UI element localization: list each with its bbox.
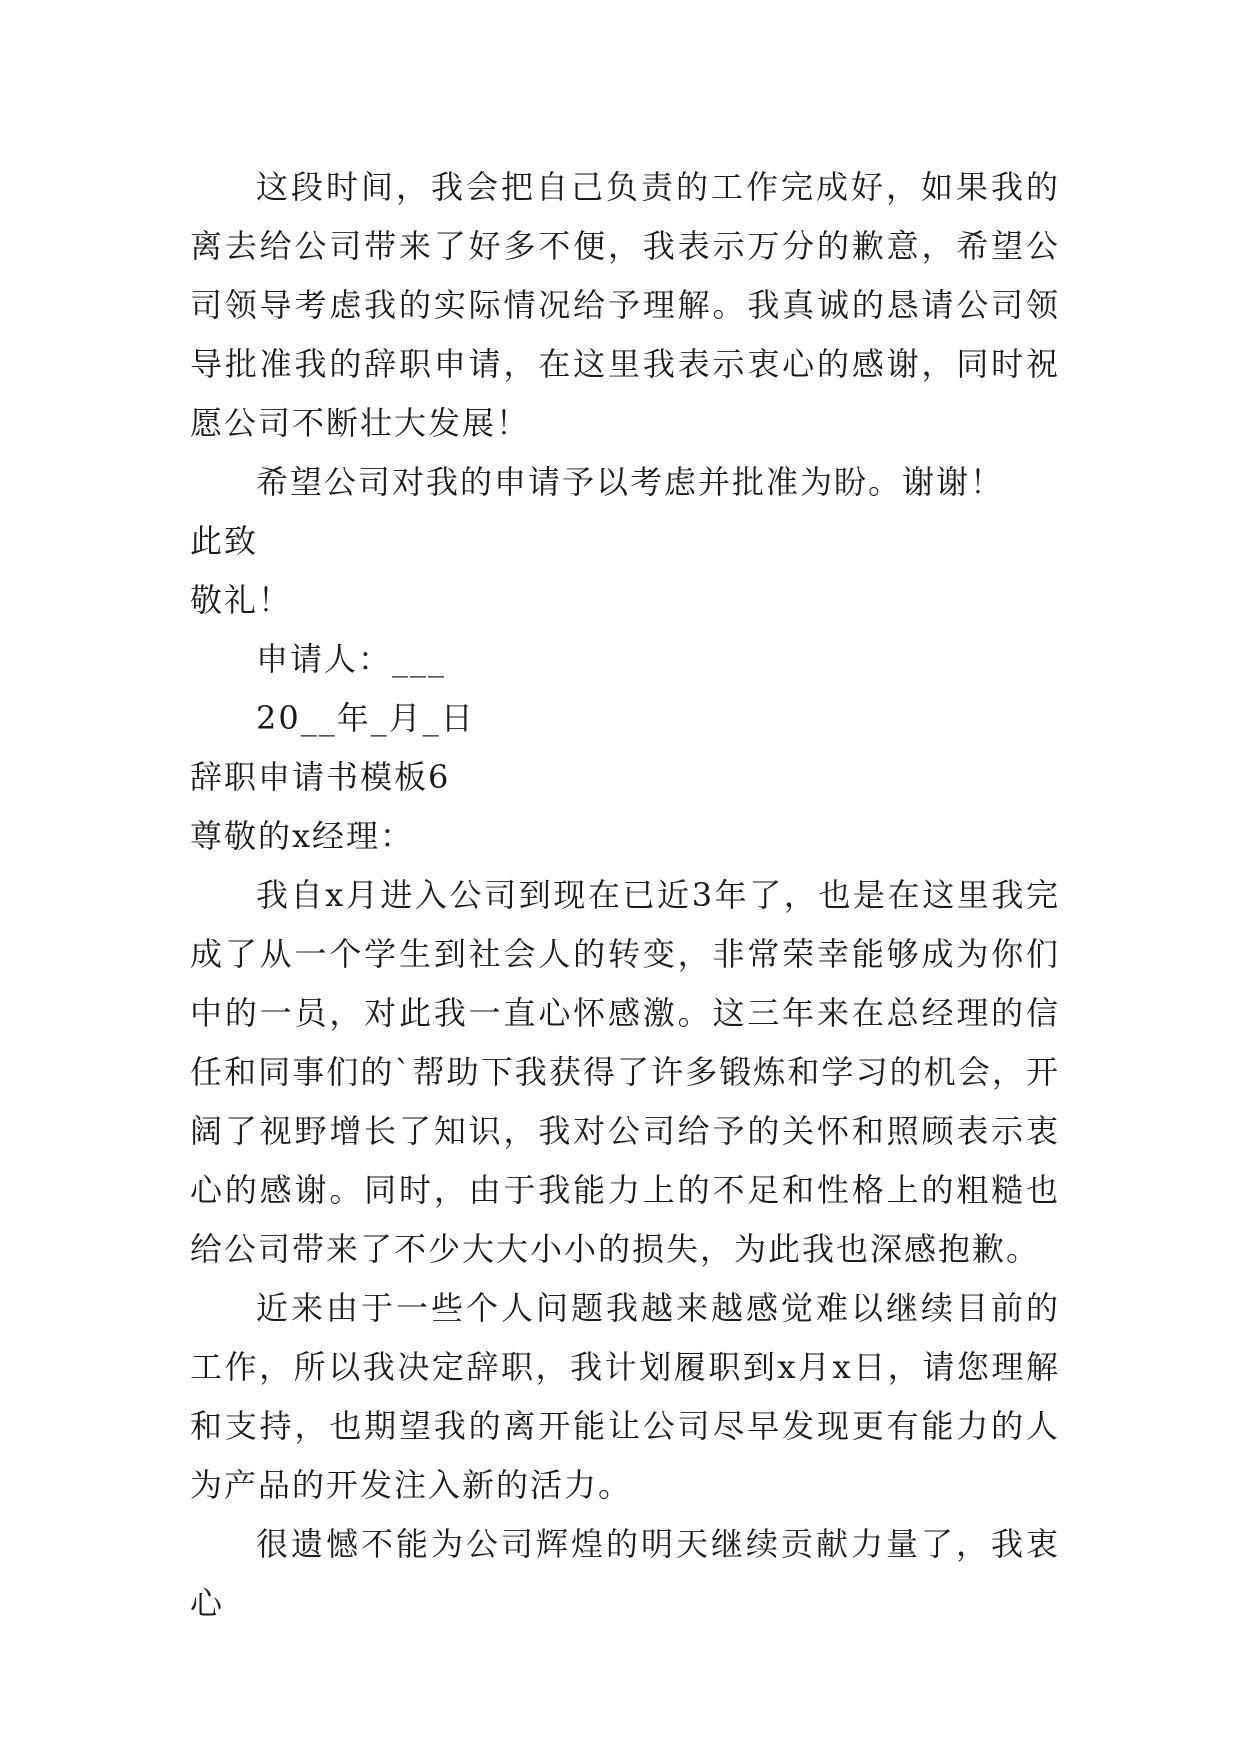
paragraph-request-approval: 希望公司对我的申请予以考虑并批准为盼。谢谢！ — [256, 463, 1005, 501]
paragraph-closing-commitment: 这段时间，我会把自己负责的工作完成好，如果我的离去给公司带来了好多不便，我表示万分的歉意，希望公司领导考虑我的实际情况给予理解。我真诚的恳请公司领导批准我的辞职申请，在这里我表示衷心的感谢，同时祝愿公司不断壮大发展！ — [190, 168, 1060, 442]
paragraph-regret: 很遗憾不能为公司辉煌的明天继续贡献力量了，我衷心 — [190, 1525, 1060, 1622]
document-body — [190, 158, 1060, 1633]
applicant-signature-line: 申请人：___ — [256, 640, 447, 678]
salutation-cizhi: 此致 — [190, 522, 259, 560]
template-heading: 辞职申请书模板6 — [190, 758, 451, 796]
date-line: 20__年_月_日 — [256, 699, 475, 737]
addressee-line: 尊敬的x经理： — [190, 817, 415, 855]
paragraph-resignation-reason: 近来由于一些个人问题我越来越感觉难以继续目前的工作，所以我决定辞职，我计划履职到x月x日，请您理解和支持，也期望我的离开能让公司尽早发现更有能力的人为产品的开发注入新的活力。 — [190, 1289, 1060, 1504]
paragraph-background: 我自x月进入公司到现在已近3年了，也是在这里我完成了从一个学生到社会人的转变，非常荣幸能够成为你们中的一员，对此我一直心怀感激。这三年来在总经理的信任和同事们的`帮助下我获得了许多锻炼和学习的机会，开阔了视野增长了知识，我对公司给予的关怀和照顾表示衷心的感谢。同时，由于我能力上的不足和性格上的粗糙也给公司带来了不少大大小小的损失，为此我也深感抱歉。 — [190, 876, 1060, 1268]
salutation-jingli: 敬礼！ — [190, 581, 293, 619]
